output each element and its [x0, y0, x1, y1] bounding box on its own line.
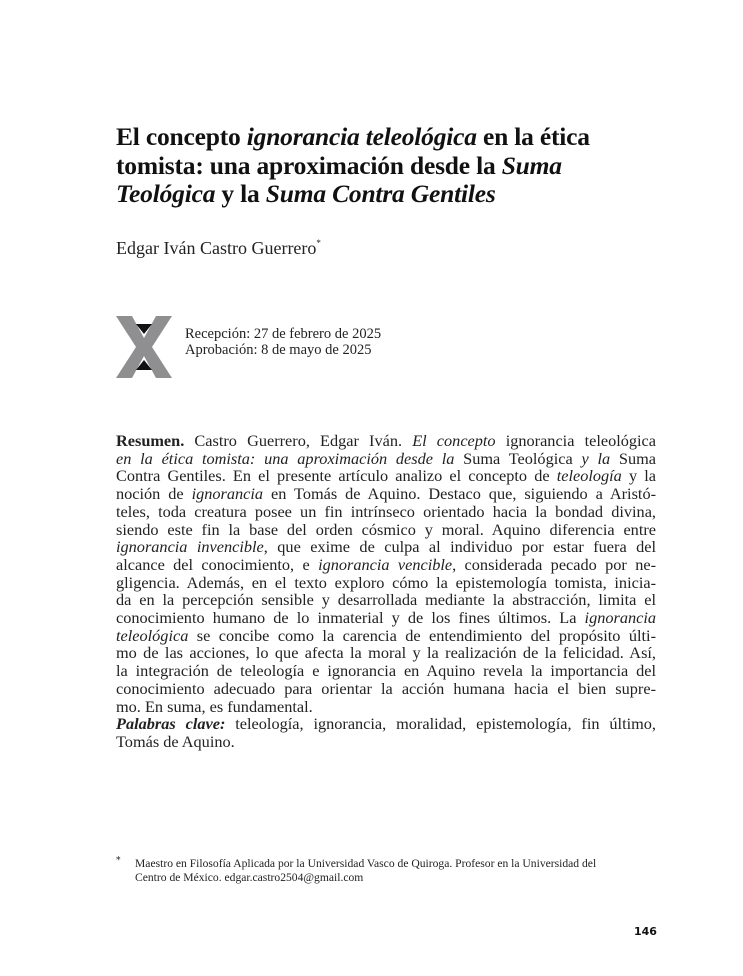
text-line: [116, 450, 656, 468]
received-date: Recepción: 27 de febrero de 2025: [185, 326, 382, 342]
label-text: Palabras clave:: [116, 714, 226, 734]
text-segment: se concibe como la carencia de entendimiento del propósito últi-: [188, 625, 656, 645]
text-segment: , que exime de culpa al individuo por estar fuera del: [263, 537, 656, 557]
text-line: [116, 644, 656, 662]
text-line: [116, 591, 656, 609]
text-line: [116, 733, 656, 751]
text-segment: conocimiento adecuado para orientar la acción humana hacia el bien supre-: [116, 678, 656, 698]
italic-text: ignorancia invencible: [116, 537, 264, 557]
text-segment: en la ética: [476, 122, 590, 151]
abstract: [116, 432, 656, 751]
text-segment: Tomás de Aquino.: [116, 731, 235, 751]
footnote-line: Centro de México. edgar.castro2504@gmail.com: [135, 871, 364, 884]
author-name-text: Edgar Iván Castro Guerrero: [116, 238, 317, 258]
author-name: [116, 238, 321, 259]
text-line: [116, 556, 656, 574]
text-line: [116, 715, 656, 733]
italic-text: Teológica: [116, 179, 216, 208]
text-segment: Contra Gentiles. En el presente artículo analizo el concepto de: [116, 466, 557, 486]
text-segment: teles, toda creatura posee un fin intrínseco orientado hacia la bondad divina,: [116, 501, 656, 521]
text-segment: noción de: [116, 484, 192, 504]
italic-text: ignorancia: [584, 608, 656, 628]
text-segment: mo de las acciones, lo que afecta la moral y la realización de la felicidad. Así,: [116, 643, 656, 663]
text-segment: tomista: una aproximación desde la: [116, 150, 502, 180]
italic-text: ignorancia vencible: [318, 554, 453, 574]
text-line: [116, 680, 656, 698]
text-segment: siendo este fin la base del orden cósmico y moral. Aquino diferencia entre: [116, 519, 656, 539]
text-segment: conocimiento humano de lo inmaterial y de los fines últimos. La: [116, 608, 585, 628]
italic-text: El concepto: [412, 431, 496, 450]
footnote-line: Maestro en Filosofía Aplicada por la Universidad Vasco de Quiroga. Profesor en la Universidad del: [135, 857, 597, 870]
italic-text: Suma: [501, 150, 562, 180]
italic-text: teleología: [556, 466, 622, 486]
text-line: [116, 538, 656, 556]
text-segment: mo. En suma, es fundamental.: [116, 696, 313, 716]
approved-date: Aprobación: 8 de mayo de 2025: [185, 342, 372, 358]
text-segment: y la: [621, 466, 656, 486]
text-line: [116, 627, 656, 645]
label-text: Resumen.: [116, 431, 185, 450]
journal-logo-x-icon: [116, 316, 172, 378]
text-segment: ignorancia teleológica: [495, 431, 656, 450]
text-segment: El concepto: [116, 122, 247, 151]
footnote-marker[interactable]: *: [316, 238, 321, 248]
text-segment: la integración de teleología e ignorancia en Aquino revela la importancia del: [116, 661, 656, 681]
text-line: [116, 609, 656, 627]
footnote: [135, 857, 660, 885]
text-line: [116, 180, 676, 209]
footnote-mark: *: [116, 856, 121, 866]
text-segment: y la: [215, 179, 266, 208]
page-number: 146: [634, 925, 657, 938]
dates-block: [185, 326, 381, 358]
italic-text: y la: [581, 448, 611, 468]
text-segment: Suma Teológica: [454, 448, 582, 468]
text-segment: Castro Guerrero, Edgar Iván.: [184, 431, 413, 450]
text-segment: en Tomás de Aquino. Destaco que, siguiendo a Aristó-: [263, 484, 657, 504]
text-segment: Suma: [610, 448, 656, 468]
text-line: [116, 485, 656, 503]
text-segment: teleología, ignorancia, moralidad, epistemología, fin último,: [225, 714, 656, 734]
italic-text: teleológica: [116, 625, 189, 645]
text-line: [116, 123, 676, 152]
text-line: [116, 467, 656, 485]
italic-text: Suma Contra Gentiles: [265, 179, 496, 208]
text-line: [116, 521, 656, 539]
article-title: [116, 123, 676, 209]
text-line: [116, 698, 656, 716]
text-line: [116, 432, 656, 450]
text-line: [116, 152, 676, 181]
italic-text: en la ética tomista: una aproximación desde la: [116, 448, 455, 468]
text-segment: alcance del conocimiento, e: [116, 554, 319, 574]
text-line: [116, 574, 656, 592]
text-segment: da en la percepción sensible y desarrollada mediante la abstracción, limita el: [116, 590, 656, 610]
italic-text: ignorancia teleológica: [246, 122, 477, 151]
text-segment: gligencia. Además, en el texto exploro cómo la epistemología tomista, inicia-: [116, 572, 656, 592]
text-segment: , considerada pecado por ne-: [452, 554, 656, 574]
text-line: [116, 503, 656, 521]
text-line: [116, 662, 656, 680]
italic-text: ignorancia: [191, 484, 264, 504]
